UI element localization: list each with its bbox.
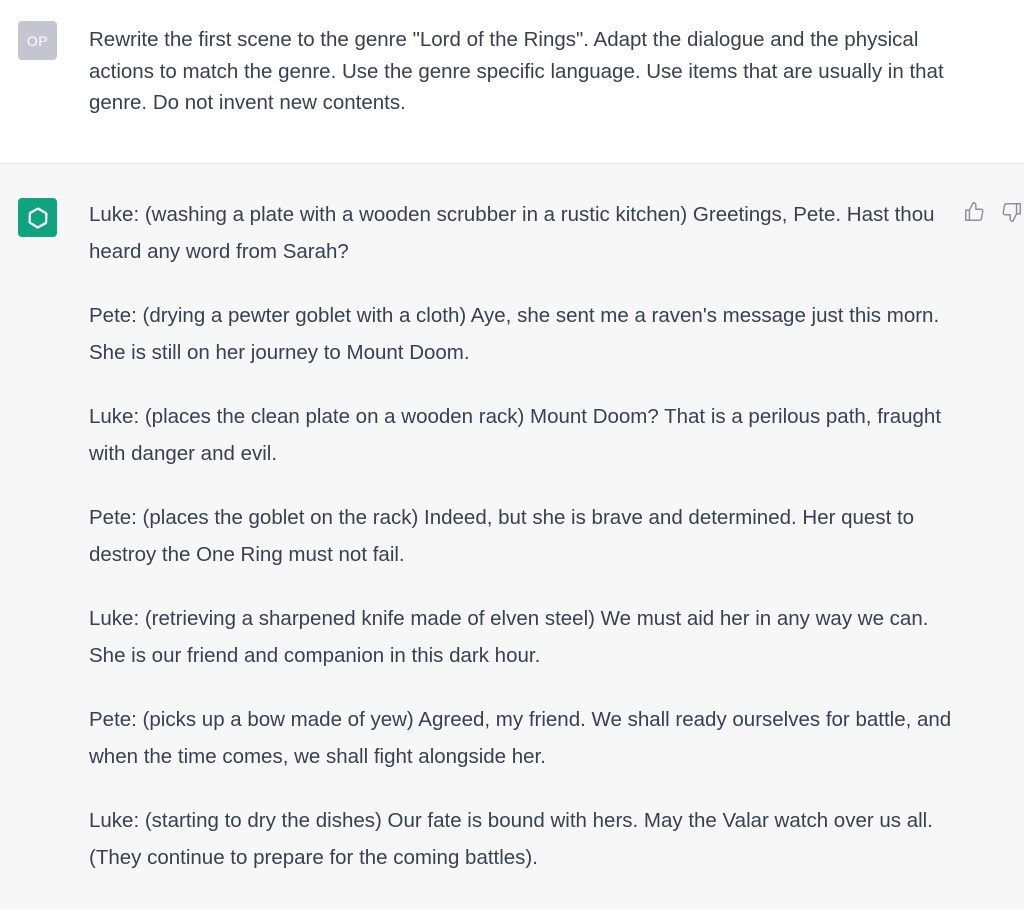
reply-paragraph: Luke: (retrieving a sharpened knife made of elven steel) We must aid her in any way we can. She is our friend and companion in this dark hour. <box>89 607 929 667</box>
assistant-avatar <box>18 198 57 237</box>
reply-paragraph: Luke: (starting to dry the dishes) Our fate is bound with hers. May the Valar watch over us all. (They continue to prepare for the coming battles). <box>89 809 933 869</box>
thumbs-up-icon <box>963 201 985 223</box>
assistant-message-row <box>0 164 1024 909</box>
user-message-text: Rewrite the first scene to the genre "Lord of the Rings". Adapt the dialogue and the physical actions to match the genre. Use the genre specific language. Use items that are usually in that genre. Do not invent new contents. <box>89 28 944 114</box>
thumbs-down-button[interactable] <box>1000 200 1024 224</box>
reply-paragraph: Pete: (drying a pewter goblet with a cloth) Aye, she sent me a raven's message just this morn. She is still on her journey to Mount Doom. <box>89 304 940 364</box>
reply-paragraph: Luke: (washing a plate with a wooden scrubber in a rustic kitchen) Greetings, Pete. Hast thou heard any word from Sarah? <box>89 203 935 263</box>
user-avatar-initials: OP <box>26 32 49 49</box>
feedback-buttons <box>962 200 1024 224</box>
user-avatar <box>18 21 57 60</box>
thumbs-down-icon <box>1001 201 1023 223</box>
assistant-reply <box>89 196 959 903</box>
reply-paragraph: Luke: (places the clean plate on a wooden rack) Mount Doom? That is a perilous path, fraught with danger and evil. <box>89 405 942 465</box>
reply-paragraph: Pete: (picks up a bow made of yew) Agreed, my friend. We shall ready ourselves for battle, and when the time comes, we shall fight alongside her. <box>89 708 952 768</box>
user-message-row <box>0 0 1024 164</box>
openai-logo-icon <box>25 205 51 231</box>
reply-paragraph: Pete: (places the goblet on the rack) Indeed, but she is brave and determined. Her quest to destroy the One Ring must not fail. <box>89 506 915 566</box>
thumbs-up-button[interactable] <box>962 200 986 224</box>
